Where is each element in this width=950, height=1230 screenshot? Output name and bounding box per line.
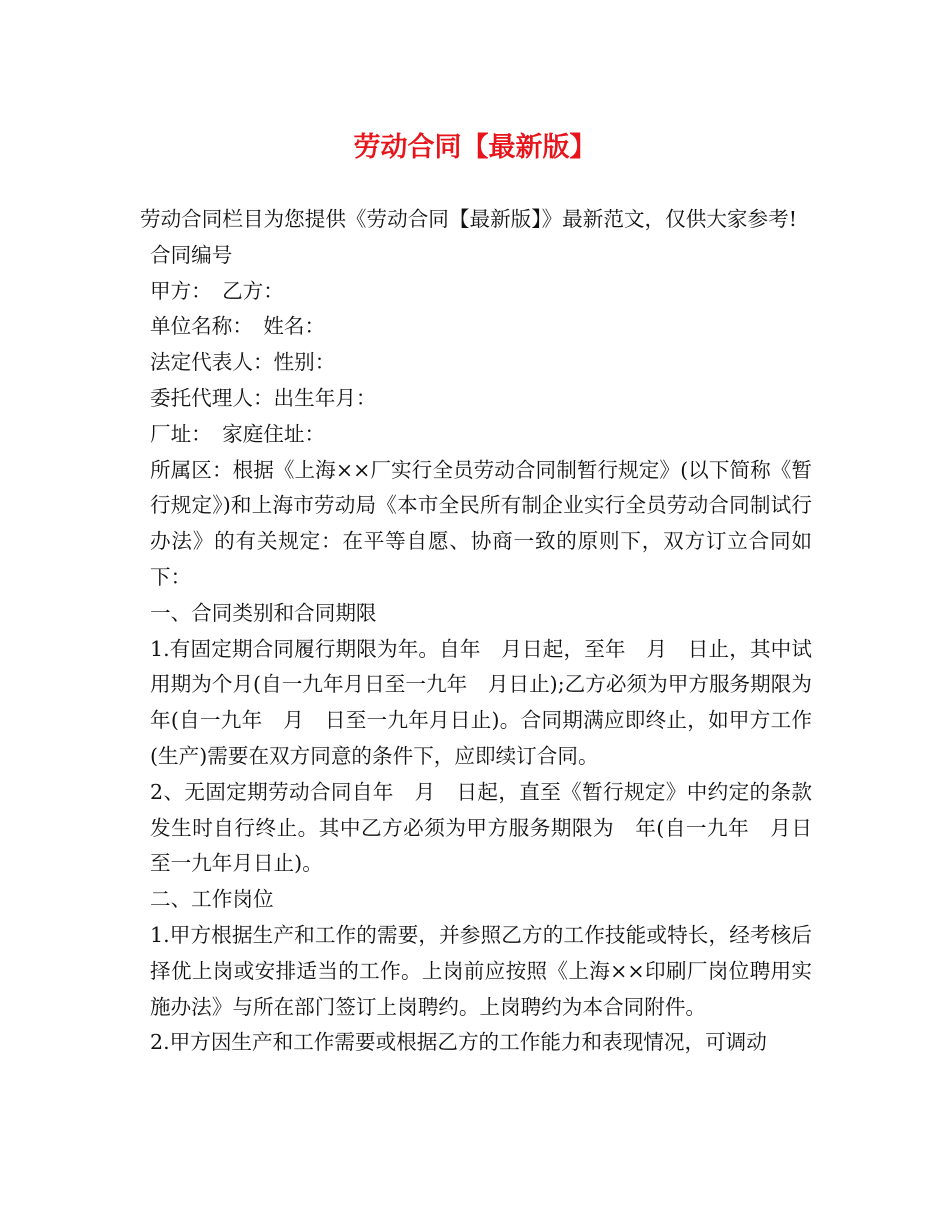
- paragraph: 2、无固定期劳动合同自年 月 日起，直至《暂行规定》中约定的条款发生时自行终止。其中乙方必须为甲方服务期限为 年(自一九年 月日至一九年月日止)。: [150, 779, 812, 876]
- paragraph: 合同编号: [150, 242, 233, 267]
- paragraph: 所属区：根据《上海××厂实行全员劳动合同制暂行规定》(以下简称《暂行规定》)和上海市劳动局《本市全民所有制企业实行全员劳动合同制试行办法》的有关规定：在平等自愿、协商一致的原则下，双方订立合同如下：: [150, 457, 812, 589]
- paragraph: 1.甲方根据生产和工作的需要，并参照乙方的工作技能或特长，经考核后择优上岗或安排适当的工作。上岗前应按照《上海××印刷厂岗位聘用实施办法》与所在部门签订上岗聘约。上岗聘约为本合同附件。: [150, 922, 812, 1019]
- paragraph: 1.有固定期合同履行期限为年。自年 月日起，至年 月 日止，其中试用期为个月(自一九年月日至一九年 月日止);乙方必须为甲方服务期限为年(自一九年 月 日至一九年月日止)。合同期满应即终止，如甲方工作(生产)需要在双方同意的条件下，应即续订合同。: [150, 636, 812, 768]
- paragraph: 厂址： 家庭住址：: [150, 421, 326, 446]
- paragraph: 甲方： 乙方：: [150, 278, 284, 303]
- paragraph: 法定代表人：性别：: [150, 350, 336, 375]
- document-body: [140, 202, 812, 1061]
- paragraph: 二、工作岗位: [150, 887, 274, 912]
- paragraph: 单位名称： 姓名：: [150, 314, 326, 339]
- paragraph: 委托代理人：出生年月：: [150, 385, 377, 410]
- paragraph: 劳动合同栏目为您提供《劳动合同【最新版】》最新范文，仅供大家参考!: [140, 207, 797, 231]
- document-title: 劳动合同【最新版】: [353, 132, 597, 163]
- paragraph: 一、合同类别和合同期限: [150, 600, 377, 625]
- paragraph: 2.甲方因生产和工作需要或根据乙方的工作能力和表现情况，可调动: [150, 1030, 767, 1055]
